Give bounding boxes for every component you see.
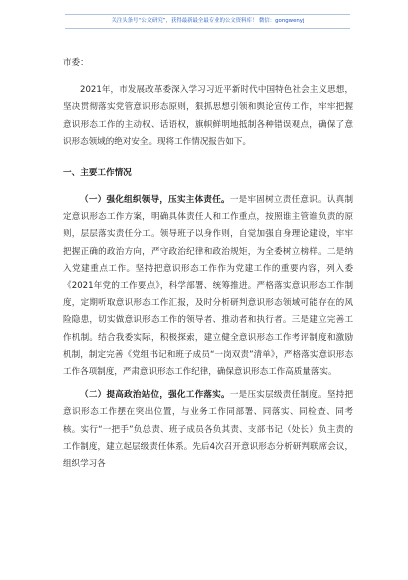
paragraph-1-lead: （一）强化组织领导，压实主体责任。 [80, 195, 230, 206]
intro-paragraph: 2021年，市发展改革委深入学习习近平新时代中国特色社会主义思想，坚决贯彻落实党管意识形态原则，狠抓思想引领和舆论宣传工作，牢牢把握意识形态工作的主动权、话语权，旗帜鲜明地抵制各种错误观点，确保了意识形态领域的绝对安全。现将工作情况报告如下。 [63, 85, 353, 147]
paragraph-1-body: 一是牢固树立责任意识。认真制定意识形态工作方案，明确具体责任人和工作重点，按照谁主管谁负责的原则，层层落实责任分工。领导班子以身作则，自觉加强自身理论建设，牢牢把握正确的政治方向，严守政治纪律和政治规矩，为全委树立榜样。二是纳入党建重点工作。坚持把意识形态工作作为党建工作的重要内容，列入委《2021年党的工作要点》，科学部署、统筹推进。严格落实意识形态工作制度，定期听取意识形态工作汇报，及时分析研判意识形态领域可能存在的风险隐患，切实做意识形态工作的领导者、推动者和执行者。三是建立完善工作机制。结合我委实际，积极探索，建立健全意识形态工作考评制度和激励机制，制定完善《党组书记和班子成员“一岗双责”清单》，严格落实意识形态工作各项制度，严肃意识形态工作纪律，确保意识形态工作高质量落实。 [63, 195, 354, 378]
paragraph-2-lead: （二）提高政治站位，强化工作落实。 [80, 390, 230, 401]
paragraph-2 [63, 387, 353, 473]
salutation: 市委： [63, 58, 89, 68]
paragraph-gap [63, 151, 353, 159]
paragraph-1 [63, 192, 353, 381]
section-heading: 一、主要工作情况 [63, 168, 132, 179]
paragraph-2-body: 一是压实层级责任制度。坚持把意识形态工作摆在突出位置，与业务工作同部署、同落实、同检查、同考核。实行“一把手”负总责、班子成员各负其责、支部书记（处长）负主责的工作制度，建立起层级责任体系。先后4次召开意识形态分析研判联席会议，组织学习各 [63, 390, 354, 470]
header-rule-bottom [65, 28, 350, 29]
header-banner-text: 关注头条号“公文研究”，获得最新最全最专业的公文资料库！ 微信：gongwenyj [111, 18, 305, 24]
document-body [63, 55, 353, 473]
